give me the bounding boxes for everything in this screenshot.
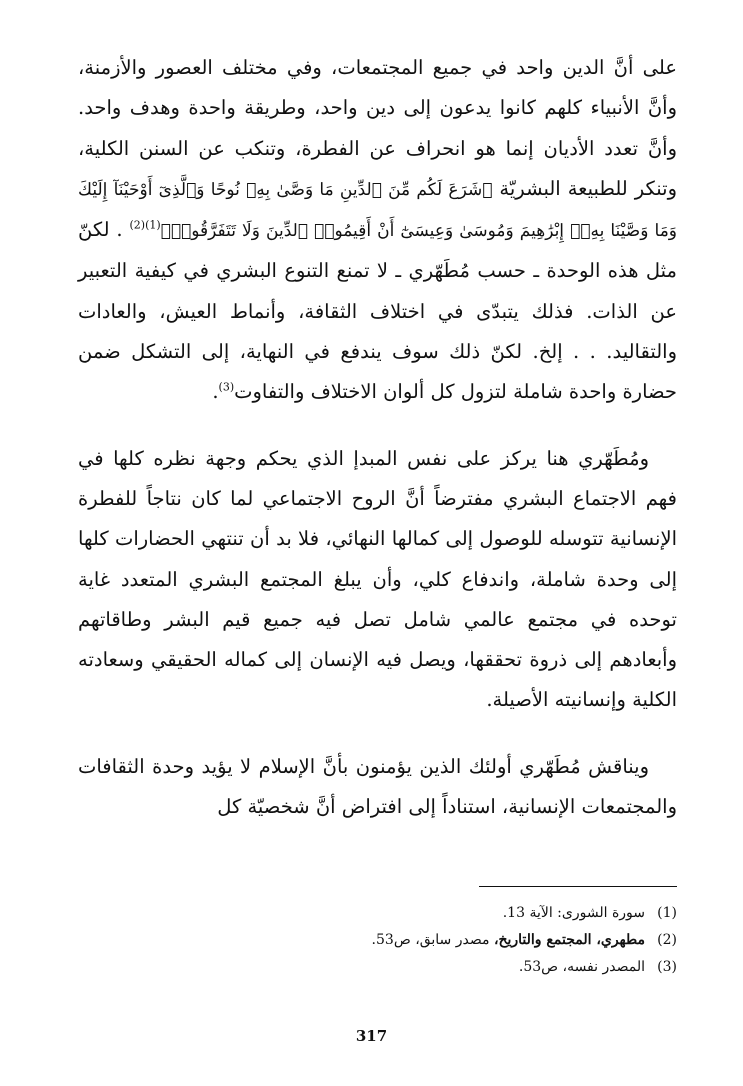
paragraph-1-end: . (212, 380, 219, 404)
body-text (78, 48, 677, 827)
footnotes (117, 900, 677, 981)
footnote-plain-text: مصدر سابق، ص53. (371, 932, 494, 948)
paragraph-2: ومُطَهّري هنا يركز على نفس المبدإ الذي يحكم وجهة نظره كلها في فهم الاجتماع البشري مفترضاً أنَّ الروح الاجتماعي لما كان نتاجاً للفطرة الإنسانية تتوسله للوصول إلى كمالها النهائي، فلا بد أن تنتهي الحضارات كلها إلى وحدة شاملة، واندفاع كلي، وأن يبلغ المجتمع البشري المتعدد غاية توحده في مجتمع عالمي شامل تصل فيه جميع قيم البشر وطاقاتهم وأبعادهم إلى ذروة تحققها، ويصل فيه الإنسان إلى كماله الحقيقي وسعادته الكلية وإنسانيته الأصيلة. (78, 446, 677, 712)
page-number: 317 (355, 1027, 388, 1045)
footnote-text (372, 927, 645, 954)
paragraph-1 (78, 48, 677, 413)
footnote-divider (479, 886, 677, 887)
footnote-number: (1) (657, 905, 677, 921)
paragraph-1-text-b: . لكنّ مثل هذه الوحدة ـ حسب مُطَهّري ـ لا تمنع التنوع البشري في كيفية التعبير عن الذات. فذلك يتبدّى في اختلاف الثقافة، وأنماط العيش، والعادات والتقاليد. . . إلخ. لكنّ ذلك سوف يندفع في النهاية، إلى التشكل ضمن حضارة واحدة شاملة لتزول كل ألوان الاختلاف والتفاوت (78, 218, 677, 404)
paragraph-gap (78, 413, 677, 439)
footnote-plain-text: سورة الشورى: الآية 13. (502, 905, 645, 921)
footnote-number: (3) (657, 959, 677, 975)
footnote-ref-1: (1) (145, 218, 161, 232)
paragraph-1-text-a: على أنَّ الدين واحد في جميع المجتمعات، وفي مختلف العصور والأزمنة، وأنَّ الأنبياء كلهم كانوا يدعون إلى دين واحد، وطريقة واحدة وهدف واحد. وأنَّ تعدد الأديان إنما هو انحراف عن الفطرة، وتنكب عن السنن الكلية، وتنكر للطبيعة البشريّة (78, 56, 677, 200)
footnote-text (503, 900, 645, 927)
quran-verse: ﴿شَرَعَ لَكُم مِّنَ ٱلدِّينِ مَا وَصَّىٰ بِهِۦ نُوحًا وَٱلَّذِىٓ أَوْحَيْنَآ إِلَيْكَ وَمَا وَصَّيْنَا بِهِۦٓ إِبْرَٰهِيمَ وَمُوسَىٰ وَعِيسَىٰٓ أَنْ أَقِيمُوا۟ ٱلدِّينَ وَلَا تَتَفَرَّقُوا۟﴾ (78, 179, 678, 242)
footnote-3 (117, 954, 677, 981)
footnote-plain-text: المصدر نفسه، ص53. (518, 959, 645, 975)
footnote-bold-text: مطهري، المجتمع والتاريخ، (493, 932, 645, 948)
footnote-ref-2: (2) (129, 218, 146, 232)
footnote-text (519, 954, 645, 981)
footnote-1 (117, 900, 677, 927)
paragraph-gap (78, 721, 677, 747)
footnote-ref-3: (3) (218, 380, 235, 394)
footnote-number: (2) (657, 932, 677, 948)
footnote-2 (117, 927, 677, 954)
paragraph-3: ويناقش مُطَهّري أولئك الذين يؤمنون بأنَّ الإسلام لا يؤيد وحدة الثقافات والمجتمعات الإنسانية، استناداً إلى افتراض أنَّ شخصيّة كل (78, 754, 677, 819)
